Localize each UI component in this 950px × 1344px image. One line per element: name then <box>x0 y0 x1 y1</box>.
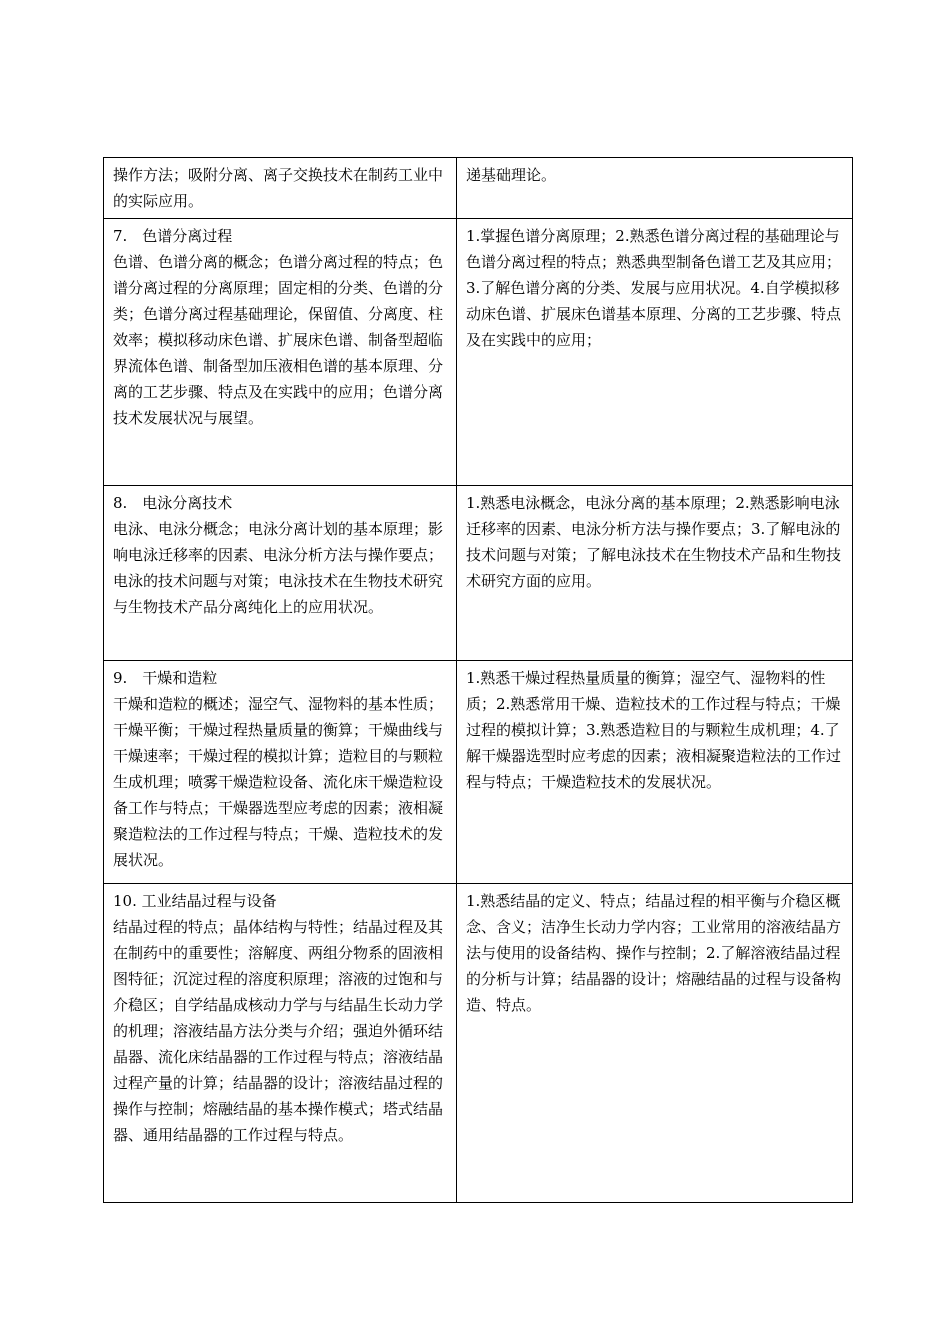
requirements-cell <box>457 661 853 884</box>
table-row <box>104 219 853 486</box>
requirements-cell <box>457 158 853 219</box>
table-row <box>104 486 853 661</box>
section-title: 10. 工业结晶过程与设备 <box>113 892 277 910</box>
content-cell <box>104 884 457 1203</box>
syllabus-table <box>103 157 853 1203</box>
section-title: 9. 干燥和造粒 <box>113 669 218 687</box>
table-row <box>104 158 853 219</box>
requirements-text: 1.熟悉电泳概念，电泳分离的基本原理；2.熟悉影响电泳迁移率的因素、电泳分析方法与操作要点；3.了解电泳的技术问题与对策；了解电泳技术在生物技术产品和生物技术研究方面的应用。 <box>466 494 842 590</box>
requirements-cell <box>457 884 853 1203</box>
table-row <box>104 661 853 884</box>
requirements-text: 1.熟悉结晶的定义、特点；结晶过程的相平衡与介稳区概念、含义；洁净生长动力学内容；工业常用的溶液结晶方法与使用的设备结构、操作与控制；2.了解溶液结晶过程的分析与计算；结晶器的设计；熔融结晶的过程与设备构造、特点。 <box>466 892 842 1014</box>
content-text: 结晶过程的特点；晶体结构与特性；结晶过程及其在制药中的重要性；溶解度、两组分物系的固液相图特征；沉淀过程的溶度积原理；溶液的过饱和与介稳区；自学结晶成核动力学与与结晶生长动力学的机理；溶液结晶方法分类与介绍；强迫外循环结晶器、流化床结晶器的工作过程与特点；溶液结晶过程产量的计算；结晶器的设计；溶液结晶过程的操作与控制；熔融结晶的基本操作模式；塔式结晶器、通用结晶器的工作过程与特点。 <box>113 918 444 1144</box>
table-row <box>104 884 853 1203</box>
content-cell <box>104 219 457 486</box>
requirements-text: 1.熟悉干燥过程热量质量的衡算；湿空气、湿物料的性质；2.熟悉常用干燥、造粒技术的工作过程与特点；干燥过程的模拟计算；3.熟悉造粒目的与颗粒生成机理；4.了解干燥器选型时应考虑的因素；液相凝聚造粒法的工作过程与特点；干燥造粒技术的发展状况。 <box>466 669 842 791</box>
requirements-text: 递基础理论。 <box>466 166 557 184</box>
requirements-text: 1.掌握色谱分离原理；2.熟悉色谱分离过程的基础理论与色谱分离过程的特点；熟悉典型制备色谱工艺及其应用；3.了解色谱分离的分类、发展与应用状况。4.自学模拟移动床色谱、扩展床色谱基本原理、分离的工艺步骤、特点及在实践中的应用； <box>466 227 842 349</box>
content-cell <box>104 486 457 661</box>
content-text: 电泳、电泳分概念；电泳分离计划的基本原理；影响电泳迁移率的因素、电泳分析方法与操作要点；电泳的技术问题与对策；电泳技术在生物技术研究与生物技术产品分离纯化上的应用状况。 <box>113 520 444 616</box>
table-right-border <box>852 157 853 1197</box>
section-title: 7. 色谱分离过程 <box>113 227 233 245</box>
content-text: 干燥和造粒的概述；湿空气、湿物料的基本性质；干燥平衡；干燥过程热量质量的衡算；干燥曲线与干燥速率；干燥过程的模拟计算；造粒目的与颗粒生成机理；喷雾干燥造粒设备、流化床干燥造粒设备工作与特点；干燥器选型应考虑的因素；液相凝聚造粒法的工作过程与特点；干燥、造粒技术的发展状况。 <box>113 695 444 869</box>
content-text: 色谱、色谱分离的概念；色谱分离过程的特点；色谱分离过程的分离原理；固定相的分类、色谱的分类；色谱分离过程基础理论，保留值、分离度、柱效率；模拟移动床色谱、扩展床色谱、制备型超临界流体色谱、制备型加压液相色谱的基本原理、分离的工艺步骤、特点及在实践中的应用；色谱分离技术发展状况与展望。 <box>113 253 444 427</box>
requirements-cell <box>457 486 853 661</box>
section-title: 8. 电泳分离技术 <box>113 494 233 512</box>
content-cell <box>104 661 457 884</box>
requirements-cell <box>457 219 853 486</box>
content-text: 操作方法；吸附分离、离子交换技术在制药工业中的实际应用。 <box>113 166 444 210</box>
content-cell <box>104 158 457 219</box>
